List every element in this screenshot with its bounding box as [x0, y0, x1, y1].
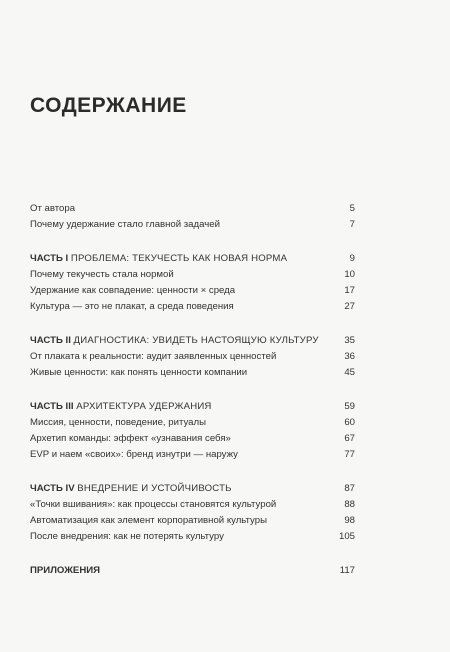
- part-label: ЧАСТЬ III: [30, 401, 74, 412]
- toc-entry-page: 5: [349, 203, 355, 214]
- toc-entry: [30, 217, 355, 233]
- toc-entry-text: Архетип команды: эффект «узнавания себя»: [30, 433, 231, 444]
- toc-entry: [30, 299, 355, 315]
- toc-entry: [30, 513, 355, 529]
- toc-entry: [30, 283, 355, 299]
- table-of-contents: [30, 201, 355, 579]
- part-title: АРХИТЕКТУРА УДЕРЖАНИЯ: [76, 401, 212, 412]
- part-heading-text: [30, 399, 212, 415]
- toc-entry-page: 98: [344, 515, 355, 526]
- toc-entry-page: 27: [344, 301, 355, 312]
- toc-entry: [30, 415, 355, 431]
- part-heading-text: [30, 251, 287, 267]
- part-label: ЧАСТЬ IV: [30, 483, 75, 494]
- toc-entry: [30, 529, 355, 545]
- toc-entry: [30, 497, 355, 513]
- part-heading-text: [30, 333, 319, 349]
- part-page: 9: [349, 253, 355, 264]
- appendix-page: 117: [339, 565, 355, 576]
- toc-entry-text: Автоматизация как элемент корпоративной культуры: [30, 515, 267, 526]
- toc-entry-page: 105: [338, 531, 355, 542]
- page-title: СОДЕРЖАНИЕ: [30, 94, 187, 117]
- part-page: 59: [344, 401, 355, 412]
- appendix-heading: [30, 563, 355, 579]
- toc-entry-text: «Точки вшивания»: как процессы становятся культурой: [30, 499, 277, 510]
- part-label: ЧАСТЬ II: [30, 335, 71, 346]
- toc-entry-page: 17: [344, 285, 355, 296]
- toc-entry: [30, 431, 355, 447]
- toc-entry-page: 67: [344, 433, 355, 444]
- part-title: ПРОБЛЕМА: ТЕКУЧЕСТЬ КАК НОВАЯ НОРМА: [70, 253, 288, 264]
- toc-entry-text: От автора: [30, 203, 76, 214]
- toc-entry-page: 7: [349, 219, 355, 230]
- toc-entry-text: Миссия, ценности, поведение, ритуалы: [30, 417, 206, 428]
- part-title: ДИАГНОСТИКА: УВИДЕТЬ НАСТОЯЩУЮ КУЛЬТУРУ: [73, 335, 319, 346]
- toc-entry-text: Удержание как совпадение: ценности × среда: [30, 285, 236, 296]
- toc-entry-page: 45: [344, 367, 355, 378]
- toc-entry: [30, 349, 355, 365]
- part-heading: [30, 481, 355, 497]
- part-page: 87: [344, 483, 355, 494]
- toc-entry-page: 88: [344, 499, 355, 510]
- toc-entry-text: EVP и наем «своих»: бренд изнутри — наружу: [30, 449, 238, 460]
- toc-entry-text: Почему текучесть стала нормой: [30, 269, 174, 280]
- toc-entry-text: После внедрения: как не потерять культуру: [30, 531, 224, 542]
- toc-entry-page: 36: [344, 351, 355, 362]
- toc-entry-page: 77: [344, 449, 355, 460]
- toc-entry: [30, 201, 355, 217]
- part-heading-text: [30, 481, 232, 497]
- toc-entry-text: От плаката к реальности: аудит заявленных ценностей: [30, 351, 277, 362]
- toc-entry-page: 60: [344, 417, 355, 428]
- toc-entry-text: Живые ценности: как понять ценности компании: [30, 367, 248, 378]
- part-heading: [30, 251, 355, 267]
- part-heading: [30, 333, 355, 349]
- toc-entry: [30, 267, 355, 283]
- toc-entry-text: Почему удержание стало главной задачей: [30, 219, 220, 230]
- toc-entry-page: 10: [344, 269, 355, 280]
- toc-entry: [30, 447, 355, 463]
- part-title: ВНЕДРЕНИЕ И УСТОЙЧИВОСТЬ: [77, 483, 232, 494]
- appendix-text: ПРИЛОЖЕНИЯ: [30, 565, 101, 576]
- toc-entry-text: Культура — это не плакат, а среда поведения: [30, 301, 234, 312]
- part-heading: [30, 399, 355, 415]
- part-label: ЧАСТЬ I: [30, 253, 69, 264]
- toc-entry: [30, 365, 355, 381]
- part-page: 35: [344, 335, 355, 346]
